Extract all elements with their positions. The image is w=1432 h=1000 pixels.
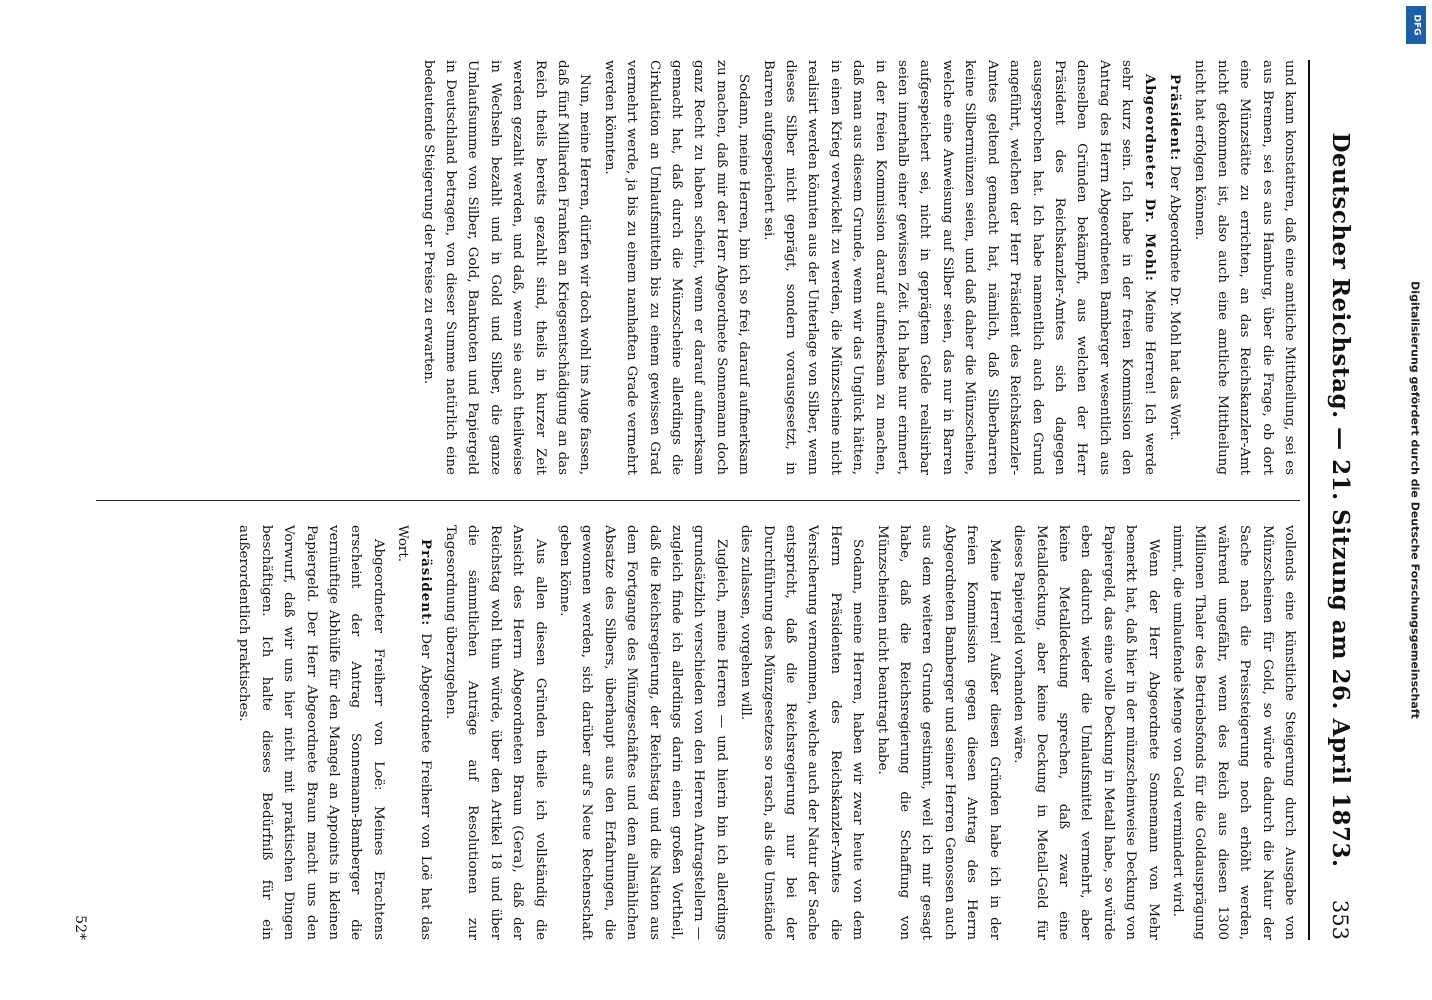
digitization-watermark <box>1402 0 1428 1000</box>
page-title: Deutscher Reichstag. — 21. Sitzung am 26. April 1873. <box>1327 132 1354 868</box>
speaker-line <box>1163 60 1186 475</box>
paragraph: Meine Herren! Außer diesen Gründen habe ich in der freien Kommission gegen diesen Antrag des Herrn Abgeordneten Bamberger und seiner Herren Genossen auch aus dem weiteren Grunde gestimmt, weil ich mir gesagt habe, daß die Reichsregierung die Schaffung von Münzscheinen nicht beantragt habe. <box>874 525 1002 940</box>
column-right <box>96 525 1300 940</box>
paragraph: Sodann, meine Herren, haben wir zwar heute von dem Herrn Präsidenten des Reichskanzler-Amtes die Versicherung vernommen, welche auch der Natur der Sache entspricht, daß die Reichsregierung nur bei der Durchführung des Münzgesetzes so rasch, als die Umstände dies zulassen, vorgehen will. <box>738 525 866 940</box>
speaker-line <box>391 525 437 940</box>
speaker-line <box>756 60 1160 475</box>
column-left <box>96 60 1300 475</box>
paragraph: Der Abgeordnete Freiherr von Loë hat das Wort. <box>395 525 433 940</box>
column-divider <box>96 500 1300 501</box>
paragraph: Aus allen diesen Gründen theile ich vollständig die Ansicht des Herrn Abgeordneten Braun (Gera), daß der Reichstag wohl thun würde, über den Artikel 18 und über die sämmtlichen Anträge auf Resolutionen zur Tagesordnung überzugehen. <box>442 525 548 940</box>
dfg-logo <box>1406 6 1426 44</box>
newspaper-page <box>66 20 1366 980</box>
paragraph: Der Abgeordnete Dr. Mohl hat das Wort. <box>1166 165 1182 441</box>
sheet-signature: 52* <box>72 915 88 940</box>
paragraph: Sodann, meine Herren, bin ich so frei, darauf aufmerksam zu machen, daß mir der Herr Abgeordnete Sonnemann doch ganz Recht zu haben scheint, wenn er darauf aufmerksam gemacht hat, daß durch die Münzscheine allerdings die Cirkulation an Umlaufsmitteln bis zu einem gewissen Grad vermehrt werde, ja bis zu einem namhaften Grade vermehrt werden könnten. <box>601 60 752 475</box>
paragraph: und kann konstatiren, daß eine amtliche Mittheilung, sei es aus Bremen, sei es aus Hamburg, über die Frage, ob dort eine Münzstätte zu errichten, an das Reichskanzler-Amt nicht gekommen ist, also auch eine amtliche Mittheilung nicht hat erfolgen können. <box>1192 60 1297 475</box>
dfg-logo-text: DFG <box>1411 14 1422 36</box>
paragraph: Zugleich, meine Herren — und hierin bin ich allerdings grundsätzlich verschieden von den Herren Antragstellern — zugleich finde ich allerdings darin einen großen Vortheil, daß die Reichsregierung, der Reichstag und die Nation aus dem Fortgange des Münzgeschäftes und dem allmählichen Absatze des Silbers, überhaupt aus den Erfahrungen, die gewonnen werden, sich darüber auf's Neue Rechenschaft geben könne. <box>557 525 729 940</box>
paragraph: Wenn der Herr Abgeordnete Sonnemann von Mehr bemerkt hat, daß hier in der münzscheinweise Deckung von Papiergeld, das eine volle Deckung in Metall habe, so würde eben dadurch wieder die Umlaufsmittel vermehrt, aber keine Metalldeckung sprechen, daß zwar eine Metalldeckung, aber keine Deckung in Metall-Geld für dieses Papiergeld vorhanden wäre. <box>1011 525 1161 940</box>
speaker-label: Präsident: <box>417 539 434 627</box>
watermark-text: Digitalisierung gefördert durch die Deutsche Forschungsgemeinschaft <box>1408 281 1422 719</box>
speaker-label: Präsident: <box>1166 74 1183 162</box>
paragraph: vollends eine künstliche Steigerung durch Ausgabe von Münzscheinen für Gold, so würde dadurch die Natur der Sache nach die Preissteigerung noch erhöht werden, während ungefähr, wenn des Reich aus diesen 1300 Millionen Thaler des Betriebsfonds für die Goldausprägung nimmt, die umlaufende Menge von Geld vermindert wird. <box>1169 525 1297 940</box>
page-header <box>1308 60 1358 940</box>
page-number: 353 <box>1328 899 1352 940</box>
speaker-label: Abgeordneter Dr. Mohl: <box>1141 74 1158 282</box>
paragraph: Abgeordneter Freiherr von Loë: Meines Erachtens erscheint der Antrag Sonnemann-Bamberger die vernünftige Abhülfe für den Mangel an Appoints in kleinen Papiergeld. Der Herr Abgeordnete Braun macht uns den Vorwurf, daß wir uns hier nicht mit praktischen Dingen beschäftigen. Ich halte dieses Bedürfniß für ein außerordentlich praktisches. <box>236 525 386 940</box>
paragraph: Meine Herren! Ich werde sehr kurz sein. Ich habe in der freien Kommission den Antrag des Herrn Abgeordneten Bamberger wesentlich aus denselben Gründen bekämpft, aus welchen der Herr Präsident des Reichskanzler-Amtes sich dagegen ausgesprochen hat. Ich habe namentlich auch den Grund angeführt, welchen der Herr Präsident des Reichskanzler-Amtes geltend gemacht hat, nämlich, daß Silberbarren keine Silbermünzen seien, und daß daher die Münzscheine, welche eine Anweisung auf Silber seien, das nur in Barren aufgespeichert sei, nicht in geprägtem Gelde realisirbar seien innerhalb einer gewissen Zeit. Ich habe nur erinnert, in der freien Kommission darauf aufmerksam zu machen, daß man aus diesem Grunde, wenn wir das Unglück hätten, in einen Krieg verwickelt zu werden, die Münzscheine nicht realisirt werden könnten aus der Unterlage von Silber, wenn dieses Silber nicht geprägt, sondern vorausgesetzt, in Barren aufgespeichert sei. <box>760 60 1157 475</box>
paragraph: Nun, meine Herren, dürfen wir doch wohl ins Auge fassen, daß fünf Milliarden Franken an Kriegsentschädigung an das Reich theils bereits gezahlt sind, theils in kurzer Zeit werden gezahlt werden, und daß, wenn sie auch theilweise in Wechseln bezahlt und in Gold und Silber, die ganze Umlaufsumme von Silber, Gold, Banknoten und Papiergeld in Deutschland betragen, von dieser Summe natürlich eine bedeutende Steigerung der Preise zu erwarten. <box>420 60 593 475</box>
